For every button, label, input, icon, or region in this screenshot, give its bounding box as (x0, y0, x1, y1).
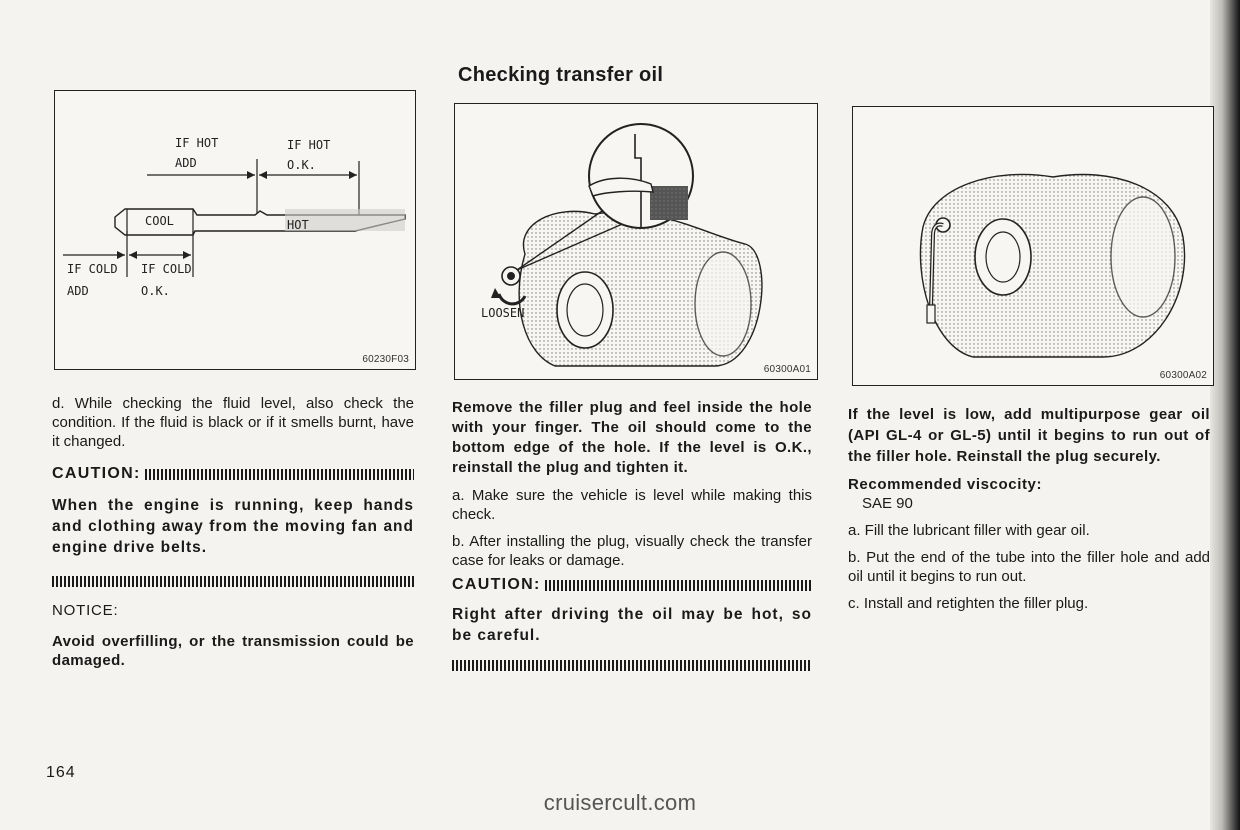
notice-text: Avoid overfilling, or the transmission could be damaged. (52, 633, 414, 669)
dipstick-figure (54, 90, 416, 370)
caution-rule (545, 580, 812, 591)
viscosity-value: SAE 90 (862, 495, 913, 512)
transfer-case-figure (454, 103, 818, 380)
label-if-hot-ok-1: IF HOT (287, 138, 331, 152)
right-item-b: b. Put the end of the tube into the filler hole and add oil until it begins to run out. (848, 549, 1210, 585)
caution-label: CAUTION: (452, 576, 541, 593)
viscosity-label: Recommended viscocity: (848, 476, 1043, 493)
middle-intro: Remove the filler plug and feel inside the hole with your finger. The oil should come to the bottom edge of the hole. If the level is O.K., reinstall the plug and tighten it. (452, 399, 812, 476)
section-title: Checking transfer oil (458, 64, 664, 86)
label-if-hot-add-2: ADD (175, 156, 197, 170)
label-if-cold-ok-2: O.K. (141, 284, 170, 298)
caution-label: CAUTION: (52, 465, 141, 482)
label-if-cold-ok-1: IF COLD (141, 262, 192, 276)
paragraph-d: d. While checking the fluid level, also check the condition. If the fluid is black or if it smells burnt, have it changed. (52, 395, 414, 450)
caution-header (452, 574, 812, 596)
label-if-hot-add-1: IF HOT (175, 136, 219, 150)
right-column (848, 404, 1210, 613)
caution-end-rule (52, 576, 414, 587)
label-hot: HOT (287, 218, 309, 232)
transfer-case-illustration (455, 104, 817, 379)
caution-header (52, 463, 414, 485)
dipstick-diagram (55, 91, 415, 369)
loosen-label: LOOSEN (481, 306, 525, 320)
page-edge-shadow (1210, 0, 1240, 830)
notice-label: NOTICE: (52, 602, 119, 619)
page-number: 164 (46, 764, 76, 781)
figure-code: 60300A01 (763, 364, 811, 375)
caution-rule (145, 469, 414, 480)
label-cool: COOL (145, 214, 174, 228)
right-intro: If the level is low, add multipurpose gear oil (API GL-4 or GL-5) until it begins to run out of the filler hole. Reinstall the plug securely. (848, 406, 1210, 465)
right-item-a: a. Fill the lubricant filler with gear oil. (848, 522, 1090, 539)
label-if-cold-add-1: IF COLD (67, 262, 118, 276)
figure-code: 60300A02 (1159, 370, 1207, 381)
oil-fill-figure (852, 106, 1214, 386)
label-if-hot-ok-2: O.K. (287, 158, 316, 172)
watermark: cruisercult.com (543, 790, 697, 815)
figure-code: 60230F03 (362, 354, 409, 365)
left-column (52, 394, 414, 670)
caution-text: Right after driving the oil may be hot, so be careful. (452, 606, 812, 644)
middle-column (452, 398, 812, 671)
middle-item-b: b. After installing the plug, visually check the transfer case for leaks or damage. (452, 533, 812, 569)
label-if-cold-add-2: ADD (67, 284, 89, 298)
right-item-c: c. Install and retighten the filler plug. (848, 595, 1089, 612)
caution-text: When the engine is running, keep hands and clothing away from the moving fan and engine drive belts. (52, 497, 414, 556)
caution-end-rule (452, 660, 812, 671)
oil-fill-illustration (853, 107, 1213, 385)
middle-item-a: a. Make sure the vehicle is level while making this check. (452, 487, 812, 523)
